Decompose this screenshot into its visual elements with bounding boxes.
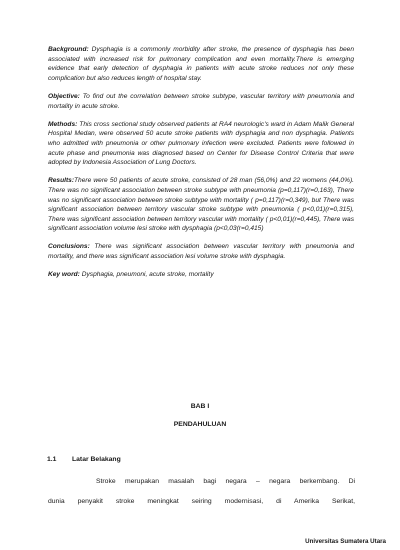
abstract bbox=[48, 45, 354, 288]
keywords-label: Key word: bbox=[48, 271, 80, 279]
body-line-1: Stroke merupakan masalah bagi negara – negara berkembang. Di bbox=[96, 478, 355, 485]
page-footer: Universitas Sumatera Utara bbox=[305, 538, 386, 545]
chapter-title: PENDAHULUAN bbox=[173, 421, 227, 428]
conclusions-text: There was significant association between vascular territory with pneumonia and mortality, and there was significant association lesi volume stroke with dysphagia. bbox=[48, 243, 354, 261]
section-number: 1.1 bbox=[47, 456, 57, 463]
abstract-results bbox=[48, 176, 354, 234]
abstract-conclusions bbox=[48, 242, 354, 261]
conclusions-label: Conclusions: bbox=[48, 243, 90, 251]
abstract-methods bbox=[48, 120, 354, 168]
abstract-background bbox=[48, 45, 354, 83]
results-label: Results: bbox=[48, 177, 75, 185]
methods-text: This cross sectional study observed patients at RA4 neurologic's ward in Adam Malik General Hospital Medan, were observed 50 acute stroke patients with dysphagia and non dysphagia. Patients who admitted with pneumonia or other pulmonary infection were excluded. Patients were followed in acute phase and pneumonia was diagnosed based on Center for Disease Control Criteria that were adopted by Indonesia Association of Lung Doctors. bbox=[48, 120, 354, 167]
abstract-keywords bbox=[48, 270, 354, 280]
section-title: Latar Belakang bbox=[72, 456, 121, 463]
abstract-objective bbox=[48, 92, 354, 111]
keywords-text: Dysphagia, pneumoni, acute stroke, mortality bbox=[79, 271, 214, 279]
background-label: Background: bbox=[48, 46, 89, 53]
chapter-number: BAB I bbox=[190, 403, 210, 410]
objective-label: Objective: bbox=[48, 92, 80, 100]
objective-text: To find out the correlation between stroke subtype, vascular territory with pneumonia and mortality in acute stroke. bbox=[48, 92, 354, 110]
body-line-2: dunia penyakit stroke meningkat seiring modernisasi, di Amerika Serikat, bbox=[48, 498, 355, 505]
methods-label: Methods: bbox=[48, 120, 78, 128]
results-text: There were 50 patients of acute stroke, consisted of 28 man (56,0%) and 22 womens (44,0%). There was no significant association between stroke subtype with pneumonia (p=0,117)(r=0,163), There was no significant association between stroke subtype with mortality ( p=0,117)(r=0,349), but There was significant association between territory vascular stroke subtype with pneumonia ( p<0,01)(r=0,315), There was significant association between territory vascular with mortality ( p<0,01)(r=0,445), There was significant association volume lesi stroke with dysphagia (p<0,03(r=0,415) bbox=[48, 177, 354, 233]
background-text: Dysphagia is a commonly morbidity after stroke, the presence of dysphagia has been associated with increased risk for pulmonary complication and even mortality.There is emerging evidence that early detection of dysphagia in patients with acute stroke reduces not only these complication but also reduces length of hospital stay. bbox=[48, 46, 354, 82]
